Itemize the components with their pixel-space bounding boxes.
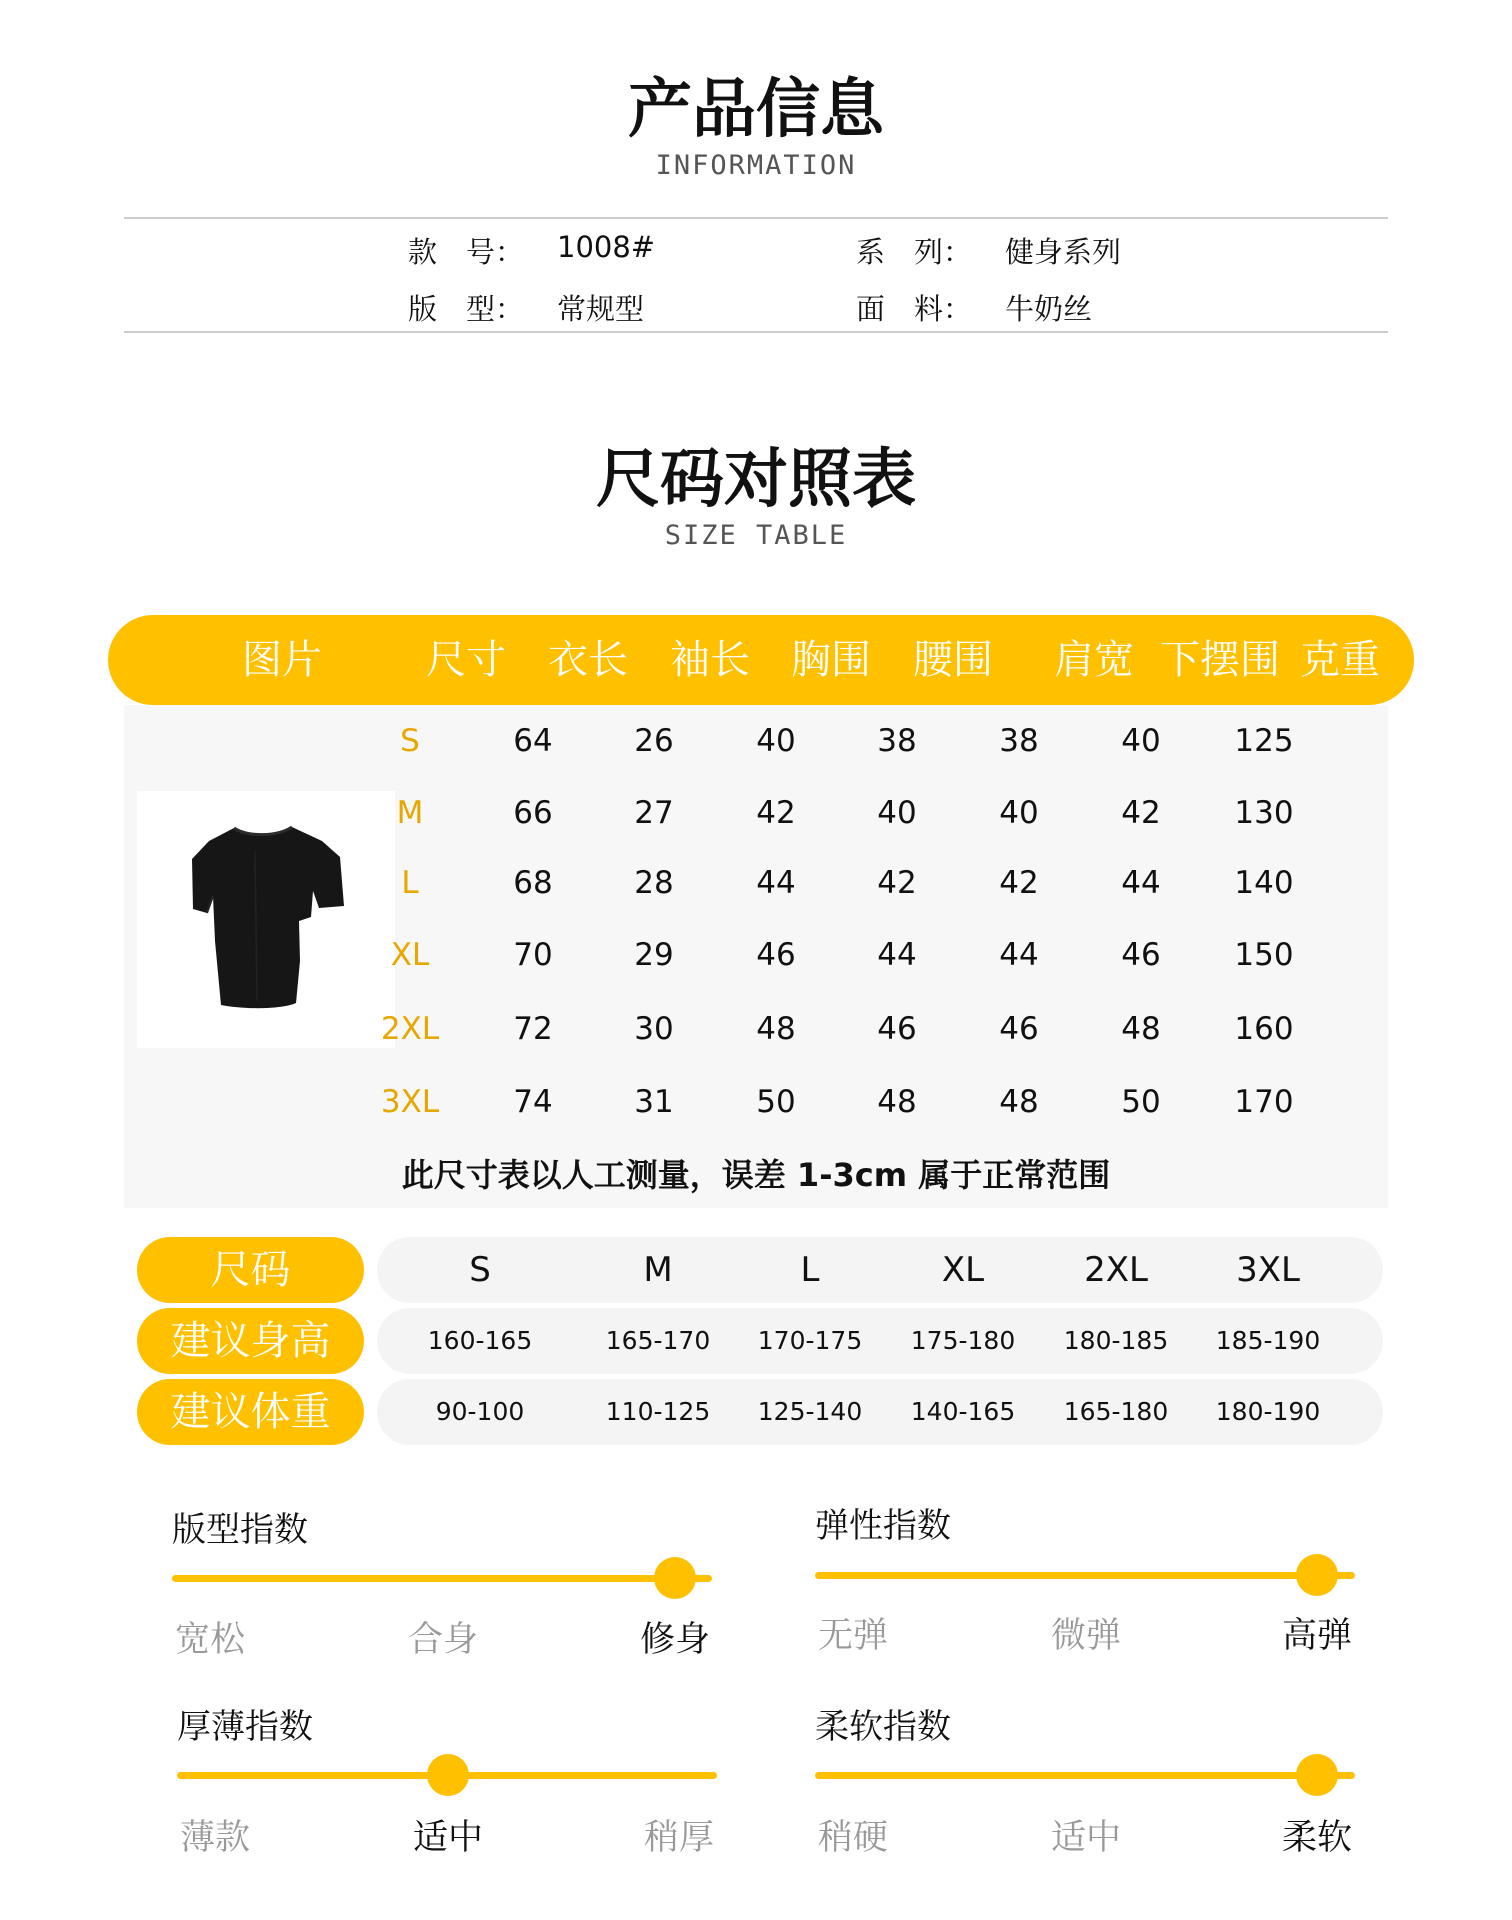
measure-cell: 38 — [877, 723, 917, 759]
recommend-value: 160-165 — [427, 1326, 533, 1355]
measure-cell: 44 — [1121, 865, 1161, 901]
thickness-index-option: 薄款 — [179, 1818, 250, 1858]
measure-cell: 48 — [877, 1084, 917, 1120]
header-image: 图片 — [242, 637, 322, 683]
size-cell: 2XL — [380, 1011, 440, 1047]
softness-index-track — [815, 1772, 1355, 1779]
measure-cell: 50 — [756, 1084, 796, 1120]
recommend-value: 90-100 — [435, 1397, 525, 1426]
measure-cell: 40 — [999, 795, 1039, 831]
size-cell: M — [396, 795, 424, 831]
thickness-index-option: 适中 — [412, 1818, 483, 1858]
recommend-value: L — [800, 1250, 820, 1290]
size-cell: L — [401, 865, 419, 901]
measure-cell: 44 — [877, 937, 917, 973]
measure-cell: 46 — [1121, 937, 1161, 973]
recommend-label-size: 尺码 — [137, 1237, 364, 1303]
info-label-fabric: 面 料： — [856, 292, 973, 326]
softness-index-option: 柔软 — [1281, 1818, 1352, 1858]
measure-cell: 170 — [1234, 1084, 1294, 1120]
recommend-value: 140-165 — [910, 1397, 1016, 1426]
size-table-subtitle: SIZE TABLE — [664, 520, 848, 551]
measure-cell: 42 — [756, 795, 796, 831]
measure-cell: 40 — [1121, 723, 1161, 759]
measure-cell: 140 — [1234, 865, 1294, 901]
size-table-title: 尺码对照表 — [596, 443, 916, 517]
header-shoulder: 肩宽 — [1054, 637, 1134, 683]
header-chest: 胸围 — [791, 637, 871, 683]
size-cell: S — [400, 723, 420, 759]
recommend-value: M — [643, 1250, 673, 1290]
recommend-value: 125-140 — [757, 1397, 863, 1426]
measure-cell: 68 — [513, 865, 553, 901]
fit-index-option: 宽松 — [174, 1620, 245, 1660]
info-title: 产品信息 — [628, 73, 884, 147]
softness-index-title: 柔软指数 — [815, 1707, 951, 1747]
info-label-fit: 版 型： — [408, 292, 525, 326]
recommend-value: 3XL — [1236, 1250, 1300, 1290]
measure-cell: 72 — [513, 1011, 553, 1047]
measure-cell: 48 — [999, 1084, 1039, 1120]
measure-cell: 50 — [1121, 1084, 1161, 1120]
fit-index-track — [172, 1575, 712, 1582]
measure-cell: 42 — [1121, 795, 1161, 831]
measure-cell: 30 — [634, 1011, 674, 1047]
softness-index-knob — [1296, 1754, 1338, 1796]
header-weight: 克重 — [1300, 637, 1380, 683]
thickness-index-knob — [427, 1754, 469, 1796]
elasticity-index-title: 弹性指数 — [815, 1506, 951, 1546]
header-hem: 下摆围 — [1160, 637, 1280, 683]
measure-cell: 27 — [634, 795, 674, 831]
measure-cell: 42 — [999, 865, 1039, 901]
measure-cell: 48 — [1121, 1011, 1161, 1047]
measure-cell: 70 — [513, 937, 553, 973]
recommend-value: 170-175 — [757, 1326, 863, 1355]
elasticity-index-option: 微弹 — [1050, 1616, 1121, 1656]
info-subtitle: INFORMATION — [655, 150, 857, 181]
measure-cell: 48 — [756, 1011, 796, 1047]
fit-index-knob — [654, 1557, 696, 1599]
fit-index-option: 修身 — [639, 1620, 710, 1660]
info-label-series: 系 列： — [856, 235, 973, 269]
recommend-label-weight: 建议体重 — [137, 1379, 364, 1445]
header-sleeve: 袖长 — [670, 637, 750, 683]
elasticity-index-option: 高弹 — [1281, 1616, 1352, 1656]
info-value-fit: 常规型 — [557, 292, 645, 326]
recommend-label-height: 建议身高 — [137, 1308, 364, 1374]
measure-cell: 130 — [1234, 795, 1294, 831]
measure-cell: 74 — [513, 1084, 553, 1120]
recommend-value: 185-190 — [1215, 1326, 1321, 1355]
measure-cell: 46 — [756, 937, 796, 973]
softness-index-option: 稍硬 — [817, 1818, 888, 1858]
recommend-value: 2XL — [1084, 1250, 1148, 1290]
size-cell: XL — [390, 937, 430, 973]
measure-cell: 46 — [999, 1011, 1039, 1047]
measure-cell: 29 — [634, 937, 674, 973]
measure-cell: 44 — [999, 937, 1039, 973]
info-value-series: 健身系列 — [1005, 235, 1122, 269]
size-cell: 3XL — [380, 1084, 440, 1120]
measure-cell: 31 — [634, 1084, 674, 1120]
softness-index-option: 适中 — [1050, 1818, 1121, 1858]
header-waist: 腰围 — [913, 637, 993, 683]
recommend-value: 165-170 — [605, 1326, 711, 1355]
measure-cell: 40 — [756, 723, 796, 759]
measure-cell: 40 — [877, 795, 917, 831]
info-label-style-no: 款 号： — [408, 235, 525, 269]
thickness-index-option: 稍厚 — [643, 1818, 714, 1858]
measure-cell: 150 — [1234, 937, 1294, 973]
measure-cell: 46 — [877, 1011, 917, 1047]
header-size: 尺寸 — [426, 637, 506, 683]
elasticity-index-option: 无弹 — [817, 1616, 888, 1656]
header-length: 衣长 — [548, 637, 628, 683]
elasticity-index-knob — [1296, 1554, 1338, 1596]
measure-cell: 42 — [877, 865, 917, 901]
measure-cell: 125 — [1234, 723, 1294, 759]
recommend-value: XL — [941, 1250, 985, 1290]
recommend-value: 175-180 — [910, 1326, 1016, 1355]
measure-cell: 160 — [1234, 1011, 1294, 1047]
info-top-divider — [124, 217, 1388, 219]
measurement-note: 此尺寸表以人工测量，误差 1-3cm 属于正常范围 — [401, 1156, 1111, 1194]
thickness-index-title: 厚薄指数 — [177, 1707, 313, 1747]
measure-cell: 64 — [513, 723, 553, 759]
measure-cell: 44 — [756, 865, 796, 901]
recommend-value: 110-125 — [605, 1397, 711, 1426]
measure-cell: 38 — [999, 723, 1039, 759]
measure-cell: 28 — [634, 865, 674, 901]
elasticity-index-track — [815, 1572, 1355, 1579]
recommend-value: 180-185 — [1063, 1326, 1169, 1355]
fit-index-option: 合身 — [407, 1620, 478, 1660]
info-value-style-no: 1008# — [557, 230, 656, 264]
recommend-value: S — [469, 1250, 491, 1290]
recommend-value: 165-180 — [1063, 1397, 1169, 1426]
info-value-fabric: 牛奶丝 — [1005, 292, 1093, 326]
measure-cell: 26 — [634, 723, 674, 759]
recommend-value: 180-190 — [1215, 1397, 1321, 1426]
fit-index-title: 版型指数 — [172, 1510, 308, 1550]
measure-cell: 66 — [513, 795, 553, 831]
info-bottom-divider — [124, 331, 1388, 333]
